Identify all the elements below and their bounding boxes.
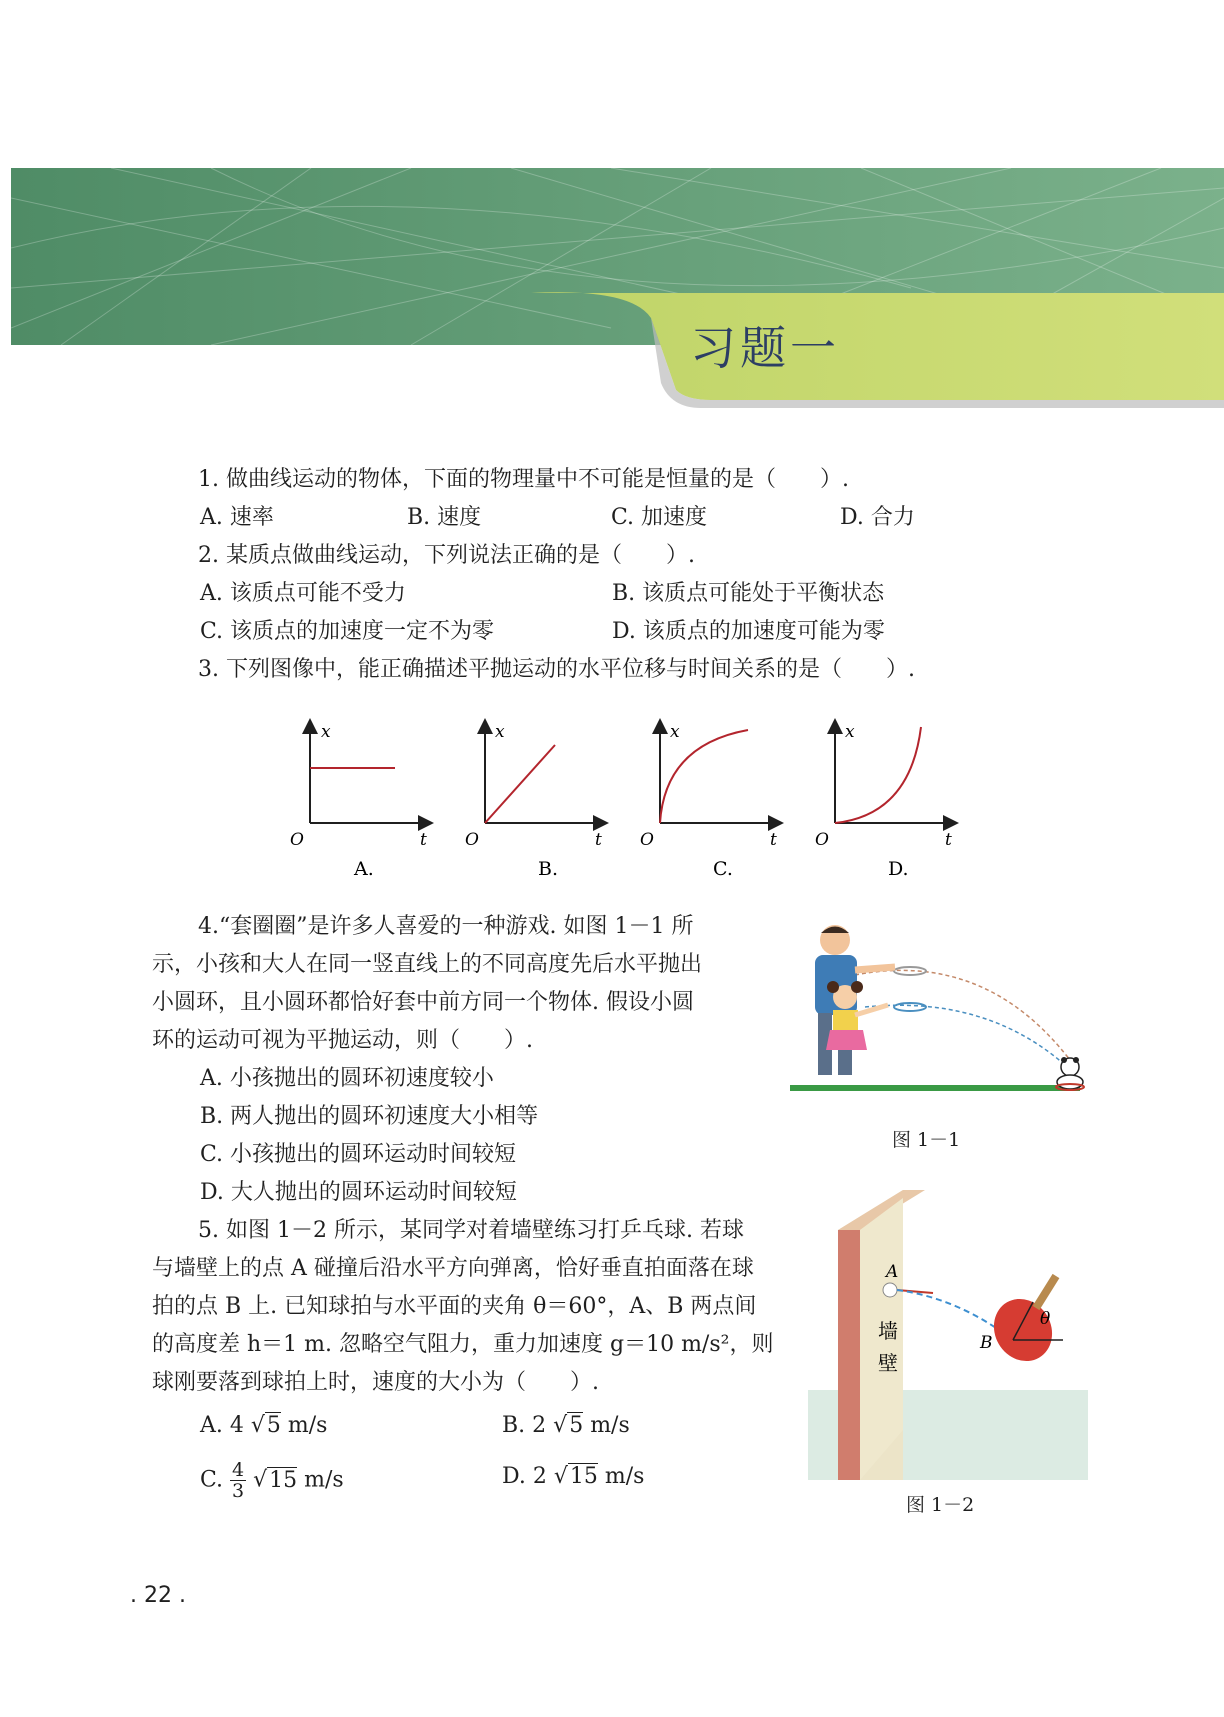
graph-d-y-label: x <box>845 722 855 742</box>
q3-stem: 3. 下列图像中，能正确描述平抛运动的水平位移与时间关系的是（ ）. <box>198 657 915 682</box>
q1-option-a: A. 速率 <box>200 505 274 530</box>
point-a-label: A <box>886 1262 899 1282</box>
graph-d-x-label: t <box>945 830 952 850</box>
q2-stem: 2. 某质点做曲线运动，下列说法正确的是（ ）. <box>198 543 695 568</box>
q1-option-c: C. 加速度 <box>611 505 708 530</box>
q2-option-c: C. 该质点的加速度一定不为零 <box>200 619 495 644</box>
q5-option-b: B. 2 √5 m/s <box>502 1413 630 1438</box>
q2-option-d: D. 该质点的加速度可能为零 <box>612 619 885 644</box>
graph-c-y-label: x <box>670 722 680 742</box>
graph-c-origin: O <box>640 830 654 850</box>
graph-b-x-label: t <box>595 830 602 850</box>
q4-line-2: 示，小孩和大人在同一竖直线上的不同高度先后水平抛出 <box>152 952 703 977</box>
q4-option-b: B. 两人抛出的圆环初速度大小相等 <box>200 1104 539 1129</box>
q1-stem: 1. 做曲线运动的物体，下面的物理量中不可能是恒量的是（ ）. <box>198 467 849 492</box>
q5-line-1: 5. 如图 1－2 所示，某同学对着墙壁练习打乒乓球. 若球 <box>198 1218 744 1243</box>
q4-line-3: 小圆环，且小圆环都恰好套中前方同一个物体. 假设小圆 <box>152 990 694 1015</box>
graph-a-y-label: x <box>321 722 331 742</box>
angle-label: θ <box>1040 1309 1051 1329</box>
q4-line-1: 4.“套圈圈”是许多人喜爱的一种游戏. 如图 1－1 所 <box>198 914 694 939</box>
q5-option-d: D. 2 √15 m/s <box>502 1464 645 1489</box>
graph-a-x-label: t <box>420 830 427 850</box>
q2-option-b: B. 该质点可能处于平衡状态 <box>612 581 885 606</box>
graph-d-label: D. <box>888 858 909 880</box>
graph-c <box>640 722 780 880</box>
wall-label-2: 壁 <box>878 1351 898 1375</box>
graph-b-label: B. <box>538 858 559 880</box>
page-title: 习题一 <box>690 321 840 375</box>
graph-a-origin: O <box>290 830 304 850</box>
graph-a-label: A. <box>354 858 374 880</box>
figure-1-1-illustration <box>785 915 1090 1095</box>
page-number: . 22 . <box>130 1583 186 1608</box>
q4-option-d: D. 大人抛出的圆环运动时间较短 <box>200 1180 517 1205</box>
q1-option-b: B. 速度 <box>407 505 482 530</box>
graph-a <box>290 722 430 880</box>
graph-c-x-label: t <box>770 830 777 850</box>
q2-option-a: A. 该质点可能不受力 <box>200 581 406 606</box>
q3-graphs <box>270 715 970 885</box>
q5-line-2: 与墙壁上的点 A 碰撞后沿水平方向弹离，恰好垂直拍面落在球 <box>152 1256 754 1281</box>
chapter-banner <box>11 168 1224 423</box>
q4-option-c: C. 小孩抛出的圆环运动时间较短 <box>200 1142 517 1167</box>
wall-label-1: 墙 <box>878 1319 898 1343</box>
graph-d-origin: O <box>815 830 829 850</box>
figure-1-1-caption: 图 1－1 <box>892 1129 961 1151</box>
q5-line-4: 的高度差 h＝1 m. 忽略空气阻力，重力加速度 g＝10 m/s²，则 <box>152 1332 774 1357</box>
figure-1-2-illustration <box>808 1190 1088 1480</box>
q1-option-d: D. 合力 <box>840 505 915 530</box>
graph-b <box>465 722 605 880</box>
q4-line-4: 环的运动可视为平抛运动，则（ ）. <box>152 1028 533 1053</box>
point-b-label: B <box>980 1333 993 1353</box>
graph-b-origin: O <box>465 830 479 850</box>
graph-d <box>815 722 955 880</box>
q5-option-a: A. 4 √5 m/s <box>200 1413 328 1438</box>
q5-line-3: 拍的点 B 上. 已知球拍与水平面的夹角 θ＝60°，A、B 两点间 <box>152 1294 757 1319</box>
q5-line-5: 球刚要落到球拍上时，速度的大小为（ ）. <box>152 1370 599 1395</box>
graph-c-label: C. <box>713 858 733 880</box>
figure-1-2-caption: 图 1－2 <box>906 1494 975 1516</box>
q5-option-c: C. $\frac{4}{3}$ √15 m/s <box>200 1459 344 1502</box>
graph-b-y-label: x <box>495 722 505 742</box>
q4-option-a: A. 小孩抛出的圆环初速度较小 <box>200 1066 494 1091</box>
